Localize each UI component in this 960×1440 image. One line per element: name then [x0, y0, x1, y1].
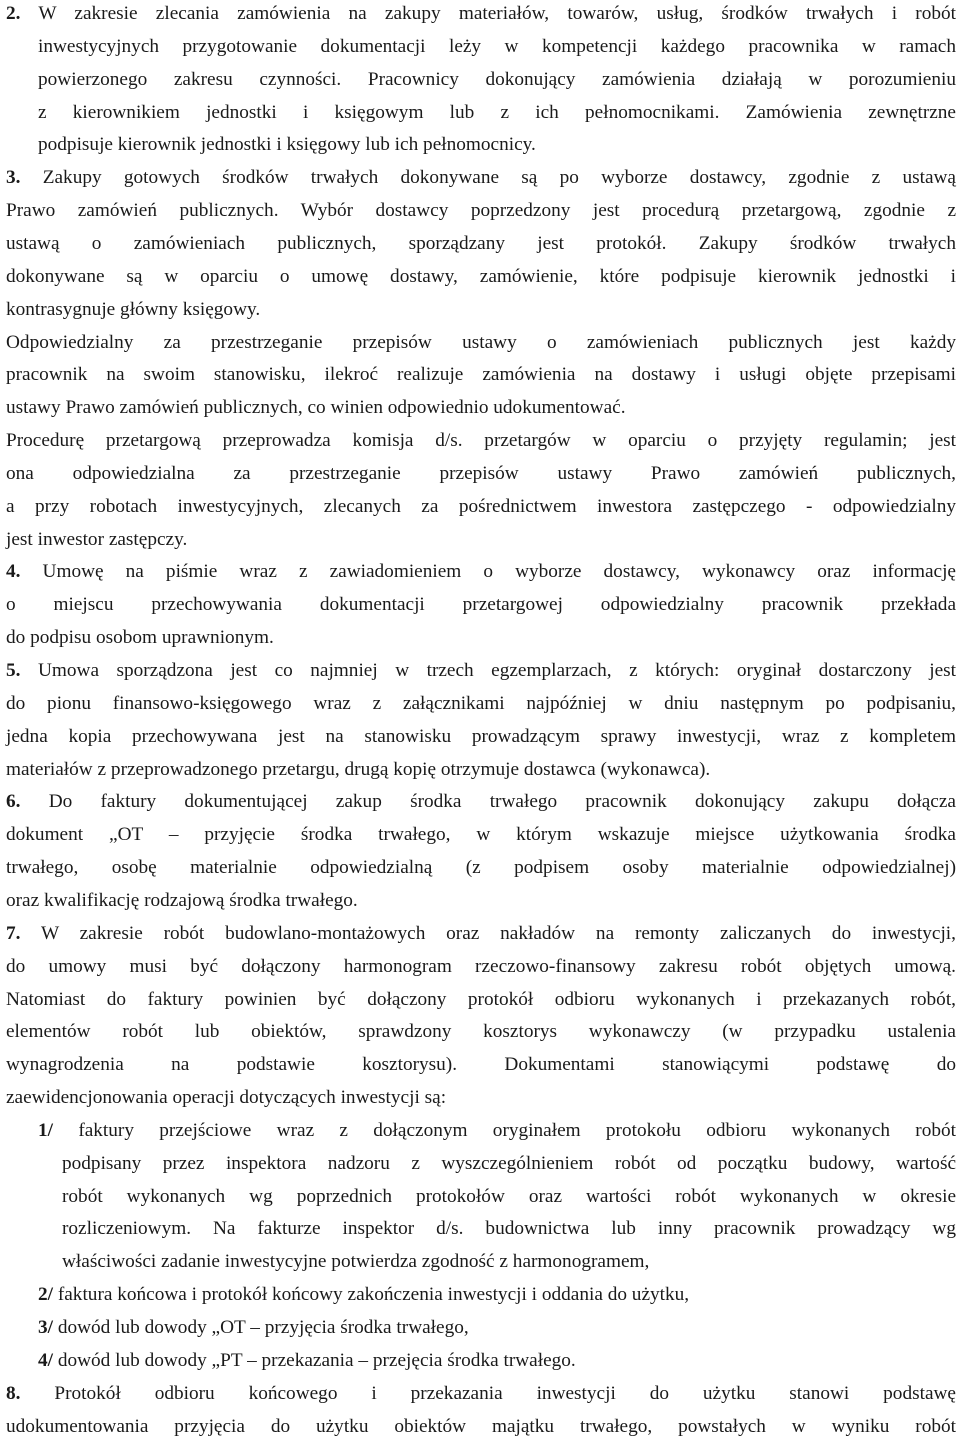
- document-line: [6, 922, 956, 946]
- line-text: materiałów z przeprowadzonego przetargu, drugą kopię otrzymuje dostawca (wykonawca).: [6, 758, 711, 780]
- document-line: [6, 495, 956, 519]
- line-text: powierzonego zakresu czynności. Pracownicy dokonujący zamówienia działają w porozumieniu: [38, 68, 956, 90]
- line-text: Protokół odbioru końcowego i przekazania inwestycji do użytku stanowi podstawę: [54, 1382, 956, 1404]
- line-text: Zakupy gotowych środków trwałych dokonywane są po wyborze dostawcy, zgodnie z ustawą: [42, 167, 956, 189]
- document-line: [6, 560, 956, 584]
- document-line: [6, 2, 956, 26]
- document-line: [6, 1382, 956, 1406]
- line-text: zaewidencjonowania operacji dotyczących inwestycji są:: [6, 1087, 447, 1109]
- document-line: [6, 331, 956, 355]
- line-text: dokonywane są w oparciu o umowę dostawy, zamówienie, które podpisuje kierownik jednostki i: [6, 265, 956, 287]
- document-line: [62, 1250, 956, 1274]
- line-text: Do faktury dokumentującej zakup środka trwałego pracownik dokonujący zakupu dołącza: [48, 791, 956, 813]
- document-line: [6, 265, 956, 289]
- document-line: [6, 199, 956, 223]
- line-text: inwestycyjnych przygotowanie dokumentacji leży w kompetencji każdego pracownika w ramach: [38, 35, 956, 57]
- line-text: udokumentowania przyjęcia do użytku obiektów majątku trwałego, powstałych w wyniku robót: [6, 1415, 956, 1437]
- document-line: [6, 626, 956, 650]
- item-number: 4.: [6, 561, 21, 583]
- line-text: Procedurę przetargową przeprowadza komisja d/s. przetargów w oparciu o przyjęty regulamin; jest: [6, 430, 956, 452]
- item-number: 5.: [6, 660, 21, 681]
- line-text: z kierownikiem jednostki i księgowym lub z ich pełnomocnikami. Zamówienia zewnętrzne: [38, 101, 956, 123]
- item-number: 7.: [6, 922, 21, 944]
- line-text: do podpisu osobom uprawnionym.: [6, 627, 274, 649]
- line-text: trwałego, osobę materialnie odpowiedzialną (z podpisem osoby materialnie odpowiedzialnej): [6, 857, 956, 879]
- line-text: ustawą o zamówieniach publicznych, sporządzany jest protokół. Zakupy środków trwałych: [6, 232, 956, 254]
- line-text: oraz kwalifikację rodzajową środka trwałego.: [6, 889, 358, 911]
- line-text: Odpowiedzialny za przestrzeganie przepisów ustawy o zamówieniach publicznych jest każdy: [6, 331, 956, 353]
- document-line: [38, 68, 956, 92]
- document-line: [6, 725, 956, 749]
- line-text: Umowa sporządzona jest co najmniej w trzech egzemplarzach, z których: oryginał dostarczony jest: [37, 660, 956, 681]
- line-text: o miejscu przechowywania dokumentacji przetargowej odpowiedzialny pracownik przekłada: [6, 594, 956, 616]
- document-line: [6, 528, 956, 552]
- document-line: [6, 856, 956, 880]
- document-line: [38, 133, 956, 157]
- line-text: jedna kopia przechowywana jest na stanowisku prowadzącym sprawy inwestycji, wraz z kompletem: [6, 725, 956, 747]
- line-text: faktura końcowa i protokół końcowy zakończenia inwestycji i oddania do użytku,: [57, 1284, 690, 1306]
- line-text: Prawo zamówień publicznych. Wybór dostawcy poprzedzony jest procedurą przetargową, zgodnie z: [6, 200, 956, 222]
- document-line: [6, 889, 956, 913]
- line-text: dowód lub dowody „PT – przekazania – przejęcia środka trwałego.: [57, 1349, 576, 1371]
- line-text: Umowę na piśmie wraz z zawiadomieniem o wyborze dostawcy, wykonawcy oraz informację: [42, 561, 956, 583]
- line-text: właściwości zadanie inwestycyjne potwierdza zgodność z harmonogramem,: [62, 1251, 650, 1273]
- document-line: [38, 101, 956, 125]
- document-line: [6, 462, 956, 486]
- line-text: ona odpowiedzialna za przestrzeganie przepisów ustawy Prawo zamówień publicznych,: [6, 462, 956, 484]
- document-line: [62, 1152, 956, 1176]
- document-line: [38, 1119, 956, 1143]
- document-line: [6, 363, 956, 387]
- document-line: [6, 396, 956, 420]
- document-line: [6, 1086, 956, 1110]
- line-text: faktury przejściowe wraz z dołączonym oryginałem protokołu odbioru wykonanych robót: [78, 1119, 956, 1141]
- item-number: 1/: [38, 1119, 53, 1141]
- item-number: 2.: [6, 3, 21, 24]
- line-text: podpisany przez inspektora nadzoru z wyszczególnieniem robót od początku budowy, wartość: [62, 1152, 956, 1174]
- line-text: dowód lub dowody „OT – przyjęcia środka trwałego,: [57, 1317, 469, 1338]
- line-text: pracownik na swoim stanowisku, ilekroć realizuje zamówienia na dostawy i usługi objęte przepisami: [6, 364, 956, 386]
- item-number: 2/: [38, 1284, 53, 1306]
- line-text: W zakresie zlecania zamówienia na zakupy materiałów, towarów, usług, środków trwałych i robót: [38, 3, 956, 24]
- line-text: podpisuje kierownik jednostki i księgowy lub ich pełnomocnicy.: [38, 134, 536, 156]
- line-text: jest inwestor zastępczy.: [6, 528, 188, 550]
- document-line: [6, 166, 956, 190]
- document-line: [6, 232, 956, 256]
- line-text: W zakresie robót budowlano-montażowych oraz nakładów na remonty zaliczanych do inwestycji,: [40, 922, 956, 944]
- line-text: dokument „OT – przyjęcie środka trwałego, w którym wskazuje miejsce użytkowania środka: [6, 824, 956, 846]
- document-line: [6, 298, 956, 322]
- document-line: [6, 955, 956, 979]
- line-text: ustawy Prawo zamówień publicznych, co winien odpowiednio udokumentować.: [6, 397, 626, 419]
- document-line: [6, 429, 956, 453]
- document-line: [38, 1316, 956, 1340]
- document-line: [6, 1020, 956, 1044]
- item-number: 6.: [6, 791, 21, 813]
- item-number: 4/: [38, 1349, 53, 1371]
- document-line: [62, 1217, 956, 1241]
- document-line: [62, 1185, 956, 1209]
- line-text: wynagrodzenia na podstawie kosztorysu). Dokumentami stanowiącymi podstawę do: [6, 1054, 956, 1076]
- document-line: [38, 35, 956, 59]
- document-line: [38, 1349, 956, 1373]
- line-text: elementów robót lub obiektów, sprawdzony kosztorys wykonawczy (w przypadku ustalenia: [6, 1021, 956, 1043]
- line-text: a przy robotach inwestycyjnych, zlecanych za pośrednictwem inwestora zastępczego - odpowiedzialny: [6, 495, 956, 517]
- document-line: [6, 823, 956, 847]
- document-line: [6, 1053, 956, 1077]
- line-text: robót wykonanych wg poprzednich protokołów oraz wartości robót wykonanych w okresie: [62, 1185, 956, 1207]
- line-text: kontrasygnuje główny księgowy.: [6, 298, 261, 320]
- document-line: [6, 1415, 956, 1439]
- document-line: [6, 790, 956, 814]
- item-number: 3.: [6, 167, 21, 189]
- item-number: 8.: [6, 1382, 21, 1404]
- line-text: do pionu finansowo-księgowego wraz z załącznikami najpóźniej w dniu następnym po podpisaniu,: [6, 692, 956, 714]
- line-text: rozliczeniowym. Na fakturze inspektor d/s. budownictwa lub inny pracownik prowadzący wg: [62, 1218, 956, 1240]
- document-line: [6, 593, 956, 617]
- line-text: Natomiast do faktury powinien być dołączony protokół odbioru wykonanych i przekazanych robót,: [6, 988, 956, 1010]
- document-line: [38, 1283, 956, 1307]
- document-line: [6, 692, 956, 716]
- line-text: do umowy musi być dołączony harmonogram rzeczowo-finansowy zakresu robót objętych umową.: [6, 955, 956, 977]
- document-line: [6, 988, 956, 1012]
- document-line: [6, 758, 956, 782]
- item-number: 3/: [38, 1317, 53, 1338]
- document-line: [6, 659, 956, 683]
